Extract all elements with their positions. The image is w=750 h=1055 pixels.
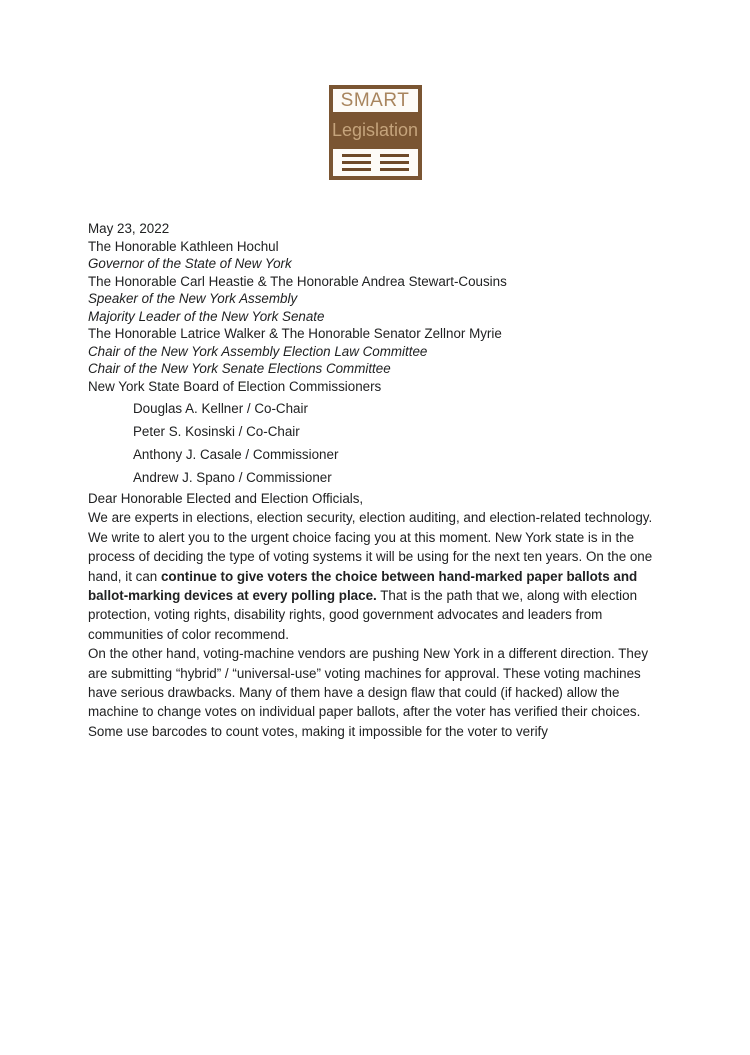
- letter-date: May 23, 2022: [88, 221, 170, 236]
- recipient-block-governor: [88, 238, 668, 273]
- smart-legislation-logo: [329, 85, 422, 180]
- board-heading: New York State Board of Election Commissioners: [88, 378, 382, 394]
- paragraph-one: [88, 508, 668, 644]
- board-member-list: [133, 397, 668, 489]
- recipient-name: The Honorable Latrice Walker & The Honorable Senator Zellnor Myrie: [88, 326, 502, 341]
- recipient-block-legislative-leaders: [88, 273, 668, 326]
- board-member: Douglas A. Kellner / Co-Chair: [133, 401, 308, 416]
- paragraph-two: On the other hand, voting-machine vendors are pushing New York in a different direction. They are submitting “hybrid” / “universal-use” voting machines for approval. These voting machines have serious drawbacks. Many of them have a design flaw that could (if hacked) allow the machine to change votes on individual paper ballots, after the voter has verified their choices. Some use barcodes to count votes, making it impossible for the voter to verify: [88, 646, 652, 739]
- recipient-title: Chair of the New York Assembly Election Law Committee: [88, 343, 428, 359]
- document-lines-icon: [333, 149, 418, 176]
- address-area: [88, 220, 668, 489]
- recipient-name: The Honorable Kathleen Hochul: [88, 238, 279, 254]
- paragraph-one-lead: We are experts in elections, election security, election auditing, and election-related technology. We write to alert you to the urgent choice facing you at this moment. New York state is in the process of deciding the type of voting systems it will be using for the next ten years. On the one hand, it can: [88, 510, 660, 584]
- logo-subtitle: Legislation: [331, 120, 419, 140]
- board-member: Peter S. Kosinski / Co-Chair: [133, 424, 300, 439]
- document-lines-right-column: [380, 154, 409, 171]
- recipient-title: Majority Leader of the New York Senate: [88, 308, 325, 324]
- recipient-title: Chair of the New York Senate Elections Committee: [88, 361, 391, 376]
- paragraph-one-bold: continue to give voters the choice between hand-marked paper ballots and ballot-marking devices at every polling place.: [88, 568, 641, 604]
- paragraph-one-tail: That is the path that we, along with election protection, voting rights, disability rights, good government advocates and leaders from communities of color recommend.: [88, 588, 641, 642]
- board-member: Anthony J. Casale / Commissioner: [133, 447, 339, 462]
- salutation: Dear Honorable Elected and Election Officials,: [88, 491, 364, 506]
- recipient-title: Governor of the State of New York: [88, 256, 292, 271]
- logo-title: SMART: [340, 90, 410, 111]
- recipient-title: Speaker of the New York Assembly: [88, 291, 298, 306]
- recipient-block-committee-chairs: [88, 325, 668, 378]
- letter-content: [88, 220, 668, 741]
- letter-page: [0, 85, 750, 1055]
- logo-title-panel: [333, 89, 418, 112]
- recipient-name: The Honorable Carl Heastie & The Honorable Andrea Stewart-Cousins: [88, 273, 507, 289]
- document-lines-left-column: [342, 154, 371, 171]
- board-member: Andrew J. Spano / Commissioner: [133, 470, 332, 485]
